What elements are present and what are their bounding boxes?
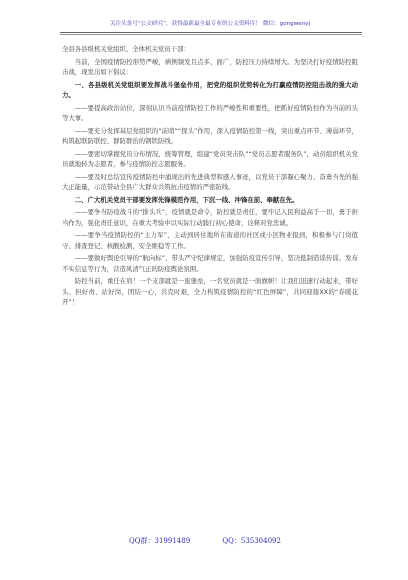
body-paragraph: ——要充分发挥基层党组织的“前哨”“探头”作用，深入疫情防控第一线，突出重点环节、薄弱环节，构筑起联防联控、群防群治的钢铁防线。 <box>62 126 358 145</box>
body-paragraph: ——要及时总结宣传疫情防控中涌现出的先进典型和感人事迹，以党员干部凝心聚力、奋勇当先的强大正能量，示范带动全县广大群众共筑抗击疫情的严密防线。 <box>62 172 358 191</box>
page-footer <box>60 536 350 546</box>
page-header-banner: 关注头条号“公文研究”，获得最新最全最专业的公文资料库！ 微信：gongwenyj <box>109 21 311 27</box>
qq-number: QQ：535304092 <box>222 537 281 545</box>
body-paragraph: 当前，全国疫情防控形势严峻，病例频发且点多、面广，防控压力持续增大。为坚决打好疫情防控阻击战，现发出如下倡议： <box>62 57 358 76</box>
header-divider-thin <box>60 34 362 35</box>
section-heading: 二、广大机关党员干部要发挥先锋模范作用，下沉一线、冲锋在前、奉献在先。 <box>74 195 299 204</box>
section-heading: 一、各县级机关党组织要发挥战斗堡垒作用，把党的组织优势转化为打赢疫情防控阻击战的强大动力。 <box>62 80 358 99</box>
body-paragraph: ——要争当疫情防控的“主力军”，主动到居住地所在街道的社区或小区物业报到，积极参与门岗值守、排查登记、核酸检测、安全维稳等工作。 <box>62 231 358 250</box>
body-paragraph: ——要做好舆论引导的“航向标”，带头严守纪律规定，加强防疫宣传引导，坚决抵制造谣传谣、发布不实信息等行为，营造风清气正的防疫舆论氛围。 <box>62 254 358 273</box>
document-body <box>62 44 358 310</box>
greeting: 全县各县级机关党组织、全体机关党员干部： <box>62 45 190 53</box>
qq-group-number: QQ群：31991489 <box>129 537 191 545</box>
body-paragraph: ——要提高政治站位，深刻认识当前疫情防控工作的严峻性和重要性，把抓好疫情防控作为当前的头等大事。 <box>62 103 358 122</box>
body-paragraph: ——要密切掌握党员分布情况，统筹管理，组建“党员突击队”“党员志愿者服务队”，动员组织机关党员就地转为志愿者，参与疫情防控志愿服务。 <box>62 149 358 168</box>
paragraph-list <box>62 57 358 308</box>
header-divider <box>60 32 362 33</box>
body-paragraph: 防控当前，重任在肩！一个支部就是一座堡垒，一名党员就是一面旗帜！让我们迅速行动起来，带好头、担好责、站好岗，团结一心，共克时艰，全力构筑疫情防控的“红色屏障”，共同迎接XX的“春暖花开”！ <box>62 277 358 306</box>
body-paragraph: ——要争当防疫战斗的“排头兵”，疫情就是命令，防控就是责任，要牢记人民利益高于一切，勇于担当作为，强化责任意识，在重大考验中以实际行动践行初心使命、诠释对党忠诚。 <box>62 208 358 227</box>
